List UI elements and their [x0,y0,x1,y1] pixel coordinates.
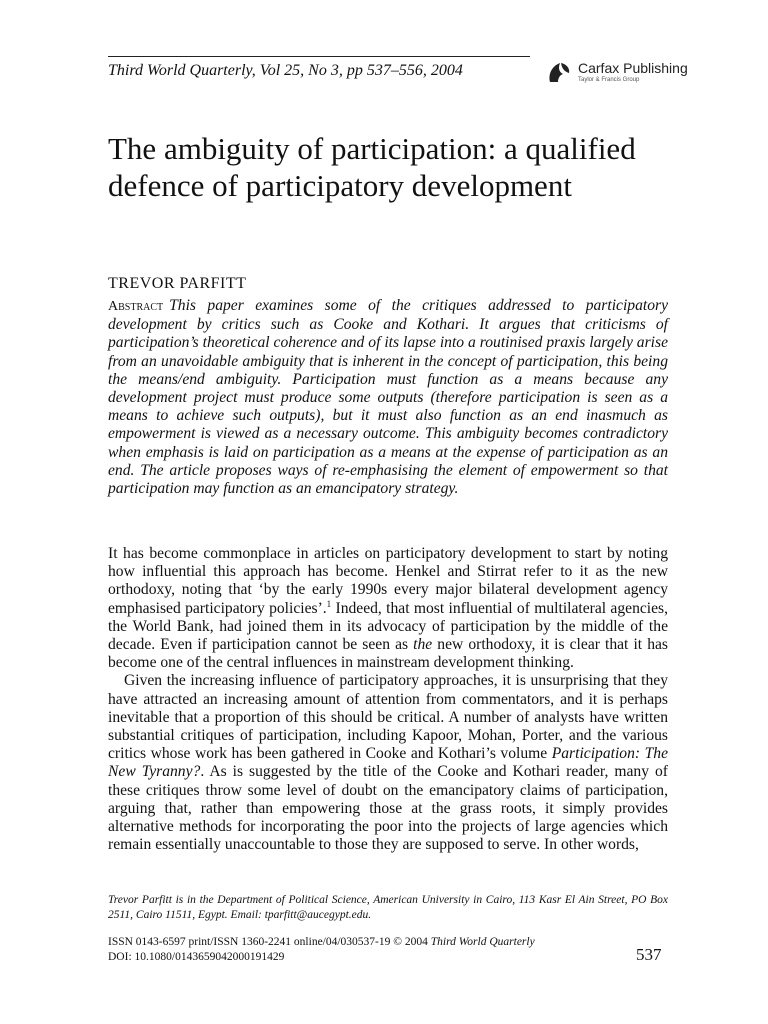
abstract-text: This paper examines some of the critiques addressed to participatory development by critics such as Cooke and Kothari. It argues that criticisms of participation’s theoretical coherence and of its lapse into a routinised praxis largely arise from an unavoidable ambiguity that is inherent in the concept of participation, this being the means/end ambiguity. Participation must function as a means because any development project must produce some outputs (therefore participation is seen as a means to achieve such outputs), but it must also function as an end inasmuch as empowerment is viewed as a necessary outcome. This ambiguity becomes contradictory when emphasis is laid on participation as a means at the expense of participation as an end. The article proposes ways of re-emphasising the element of empowerment so that participation may function as an emancipatory strategy. [108,297,668,498]
issn-journal: Third World Quarterly [430,936,535,948]
publisher-name: Carfax Publishing [578,60,688,76]
paragraph-1-part-a: It has become commonplace in articles on participatory development to start by noting how influential this approach has become. Henkel and Stirrat refer to it as the new orthodoxy, noting that ‘by the early 1990s every major bilateral development agency emphasised participatory policies’. [108,545,668,617]
book-title-emphasis: Participation: The New Tyranny? [108,745,668,781]
paragraph-2-part-a: Given the increasing influence of participatory approaches, it is unsurprising that they have attracted an increasing amount of attention from commentators, and it is perhaps inevitable that a proportion of this should be critical. A number of analysts have written substantial critiques of participation, including Kapoor, Mohan, Porter, and the various critics whose work has been gathered in Cooke and Kothari’s volume [108,672,668,763]
paragraph-1-part-b: Indeed, that most influential of multilateral agencies, the World Bank, had joined them in its advocacy of participation by the middle of the decade. Even if participation cannot be seen as [108,599,669,654]
publisher-logo [546,60,688,84]
page-number: 537 [636,945,662,964]
carfax-logo-icon [546,60,572,84]
header-rule [108,56,530,57]
issn-line [108,935,535,950]
author-affiliation: Trevor Parfitt is in the Department of Political Science, American University in Cairo, 113 Kasr El Ain Street, PO Box 2511, Cairo 11511, Egypt. Email: tparfitt@aucegypt.edu. [108,894,668,921]
journal-citation: Third World Quarterly, Vol 25, No 3, pp 537–556, 2004 [108,62,463,79]
footnote-ref-1: 1 [326,598,332,609]
issn-text: ISSN 0143-6597 print/ISSN 1360-2241 online/04/030537-19 © 2004 [108,936,428,948]
paragraph-2 [108,672,668,854]
doi-line: DOI: 10.1080/0143659042000191429 [108,951,285,963]
article-title: The ambiguity of participation: a qualified defence of participatory development [108,131,636,203]
paragraph-1-part-c: new orthodoxy, it is clear that it has become one of the central influences in mainstream development thinking. [108,636,668,672]
paragraph-2-part-b: . As is suggested by the title of the Cooke and Kothari reader, many of these critiques throw some level of doubt on the emancipatory claims of participation, arguing that, rather than empowering those at the grass roots, it simply provides alternative methods for incorporating the poor into the projects of large agencies which remain essentially unaccountable to those they are supposed to serve. In other words, [108,763,668,854]
paragraph-1 [108,545,668,672]
article-body [108,545,668,854]
paragraph-1-emphasis: the [413,636,433,654]
publisher-group: Taylor & Francis Group [578,77,640,83]
abstract-label: Abstract [108,299,164,314]
article-author: TREVOR PARFITT [108,275,247,292]
abstract [108,297,668,498]
